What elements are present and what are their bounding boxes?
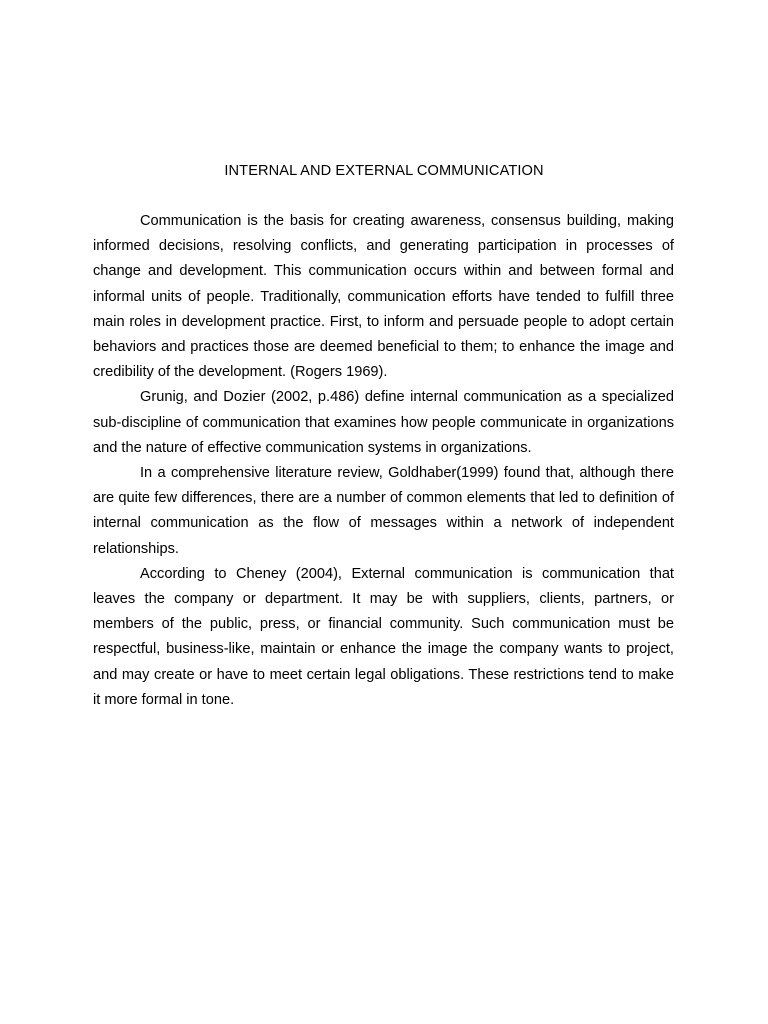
paragraph-communication-basis: Communication is the basis for creating awareness, consensus building, making informed decisions, resolving conflicts, and generating participation in processes of change and development. This communication occurs within and between formal and informal units of people. Traditionally, communication efforts have tended to fulfill three main roles in development practice. First, to inform and persuade people to adopt certain behaviors and practices those are deemed beneficial to them; to enhance the image and credibility of the development. (Rogers 1969).: [93, 213, 674, 381]
paragraph-internal-communication-definition: Grunig, and Dozier (2002, p.486) define internal communication as a specialized sub-discipline of communication that examines how people communicate in organizations and the nature of effective communication systems in organizations.: [93, 389, 674, 456]
document-title: INTERNAL AND EXTERNAL COMMUNICATION: [224, 163, 544, 179]
document-body: [93, 209, 674, 713]
paragraph-external-communication: According to Cheney (2004), External communication is communication that leaves the company or department. It may be with suppliers, clients, partners, or members of the public, press, or financial community. Such communication must be respectful, business-like, maintain or enhance the image the company wants to project, and may create or have to meet certain legal obligations. These restrictions tend to make it more formal in tone.: [93, 565, 674, 708]
paragraph-literature-review: In a comprehensive literature review, Goldhaber(1999) found that, although there are quite few differences, there are a number of common elements that led to definition of internal communication as the flow of messages within a network of independent relationships.: [93, 465, 674, 557]
